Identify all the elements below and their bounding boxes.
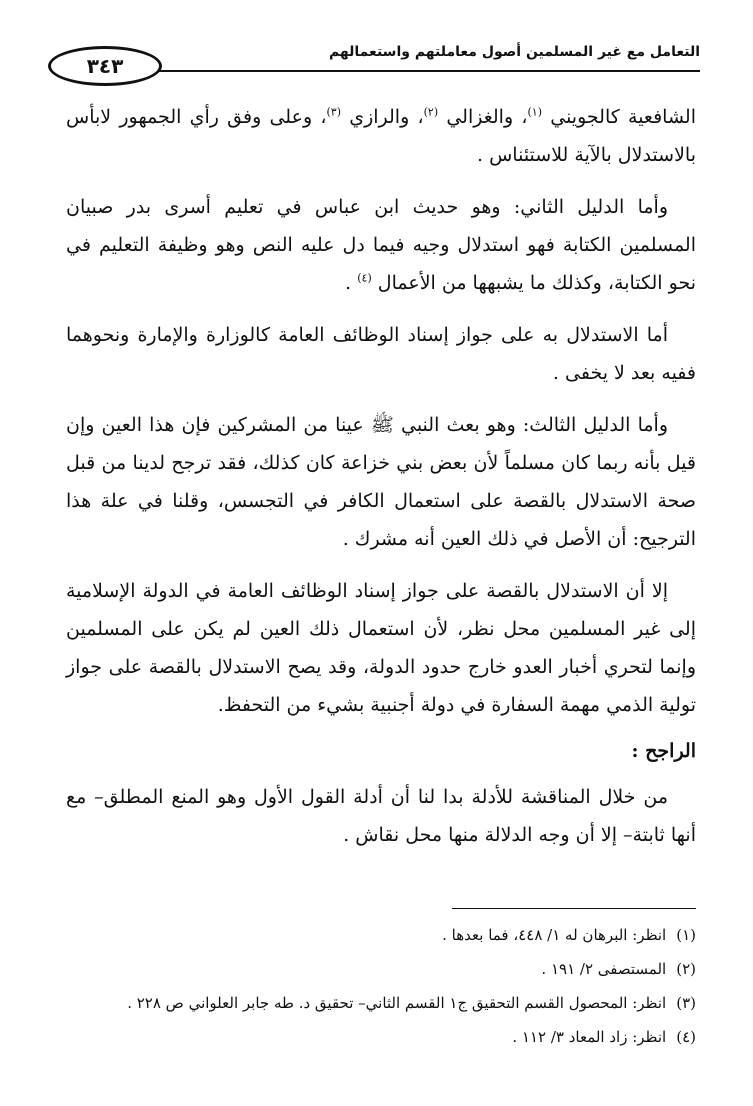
page-header xyxy=(40,40,700,80)
footnote-number: (٣) xyxy=(676,994,696,1012)
footnote-ref-2: (٢) xyxy=(423,105,439,119)
footnotes xyxy=(56,918,696,1054)
footnote-ref-1: (١) xyxy=(527,105,543,119)
footnote-text: انظر: المحصول القسم التحقيق ج١ القسم الثاني– تحقيق د. طه جابر العلواني ص ٢٢٨ . xyxy=(127,994,667,1012)
paragraph-3: أما الاستدلال به على جواز إسناد الوظائف العامة كالوزارة والإمارة ونحوهما ففيه بعد لا يخفى . xyxy=(66,324,696,384)
paragraph-2: وأما الدليل الثاني: وهو حديث ابن عباس في تعليم أسرى بدر صبيان المسلمين الكتابة فهو استدلال وجيه فيما دل عليه النص وهو وظيفة التعليم في نحو الكتابة، وكذلك ما يشبهها من الأعمال $^{(٤)}$ . xyxy=(66,196,696,294)
footnote-text: انظر: البرهان له ١/ ٤٤٨، فما بعدها . xyxy=(442,926,667,944)
section-heading: الراجح : xyxy=(631,740,696,762)
header-rule xyxy=(150,70,700,72)
page-number: ٣٤٣ xyxy=(86,54,124,78)
footnote-text: انظر: زاد المعاد ٣/ ١١٢ . xyxy=(512,1028,667,1046)
footnote-4 xyxy=(56,1020,696,1054)
footnote-3 xyxy=(56,986,696,1020)
footnote-ref-4: (٤) xyxy=(357,271,372,285)
paragraph-5: إلا أن الاستدلال بالقصة على جواز إسناد الوظائف العامة في الدولة الإسلامية إلى غير المسلمين محل نظر، لأن استعمال ذلك العين لم يكن على المسلمين وإنما لتحري أخبار العدو خارج حدود الدولة، وقد يصح الاستدلال بالقصة على جواز تولية الذمي مهمة السفارة في دولة أجنبية بشيء من التحفظ. xyxy=(66,580,696,716)
page-number-badge xyxy=(48,46,162,86)
paragraph-1: الشافعية كالجويني $^{(١)}$، والغزالي $^{(٢)}$، والرازي $^{(٣)}$، وعلى وفق رأي الجمهور لابأس بالاستدلال بالآية للاستئناس . xyxy=(66,105,696,166)
footnote-2 xyxy=(56,952,696,986)
main-text xyxy=(66,98,696,868)
conclusion-paragraph: من خلال المناقشة للأدلة بدا لنا أن أدلة القول الأول وهو المنع المطلق– مع أنها ثابتة– إلا أن وجه الدلالة منها محل نقاش . xyxy=(66,786,696,846)
footnote-number: (١) xyxy=(676,926,696,944)
paragraph-4: وأما الدليل الثالث: وهو بعث النبي ﷺ عينا من المشركين فإن هذا العين وإن قيل بأنه ربما كان مسلماً لأن بعض بني خزاعة كان كذلك، فقد ترجح لدينا من قبل صحة الاستدلال بالقصة على استعمال الكافر في التجسس، وقلنا في علة هذا الترجيح: أن الأصل في ذلك العين أنه مشرك . xyxy=(66,414,696,550)
footnote-1 xyxy=(56,918,696,952)
footnote-number: (٢) xyxy=(676,960,696,978)
running-title: التعامل مع غير المسلمين أصول معاملتهم واستعمالهم xyxy=(328,44,700,60)
footnote-ref-3: (٣) xyxy=(326,105,341,119)
footnote-text: المستصفى ٢/ ١٩١ . xyxy=(541,960,667,978)
footnote-separator xyxy=(452,908,696,909)
footnote-number: (٤) xyxy=(676,1028,696,1046)
